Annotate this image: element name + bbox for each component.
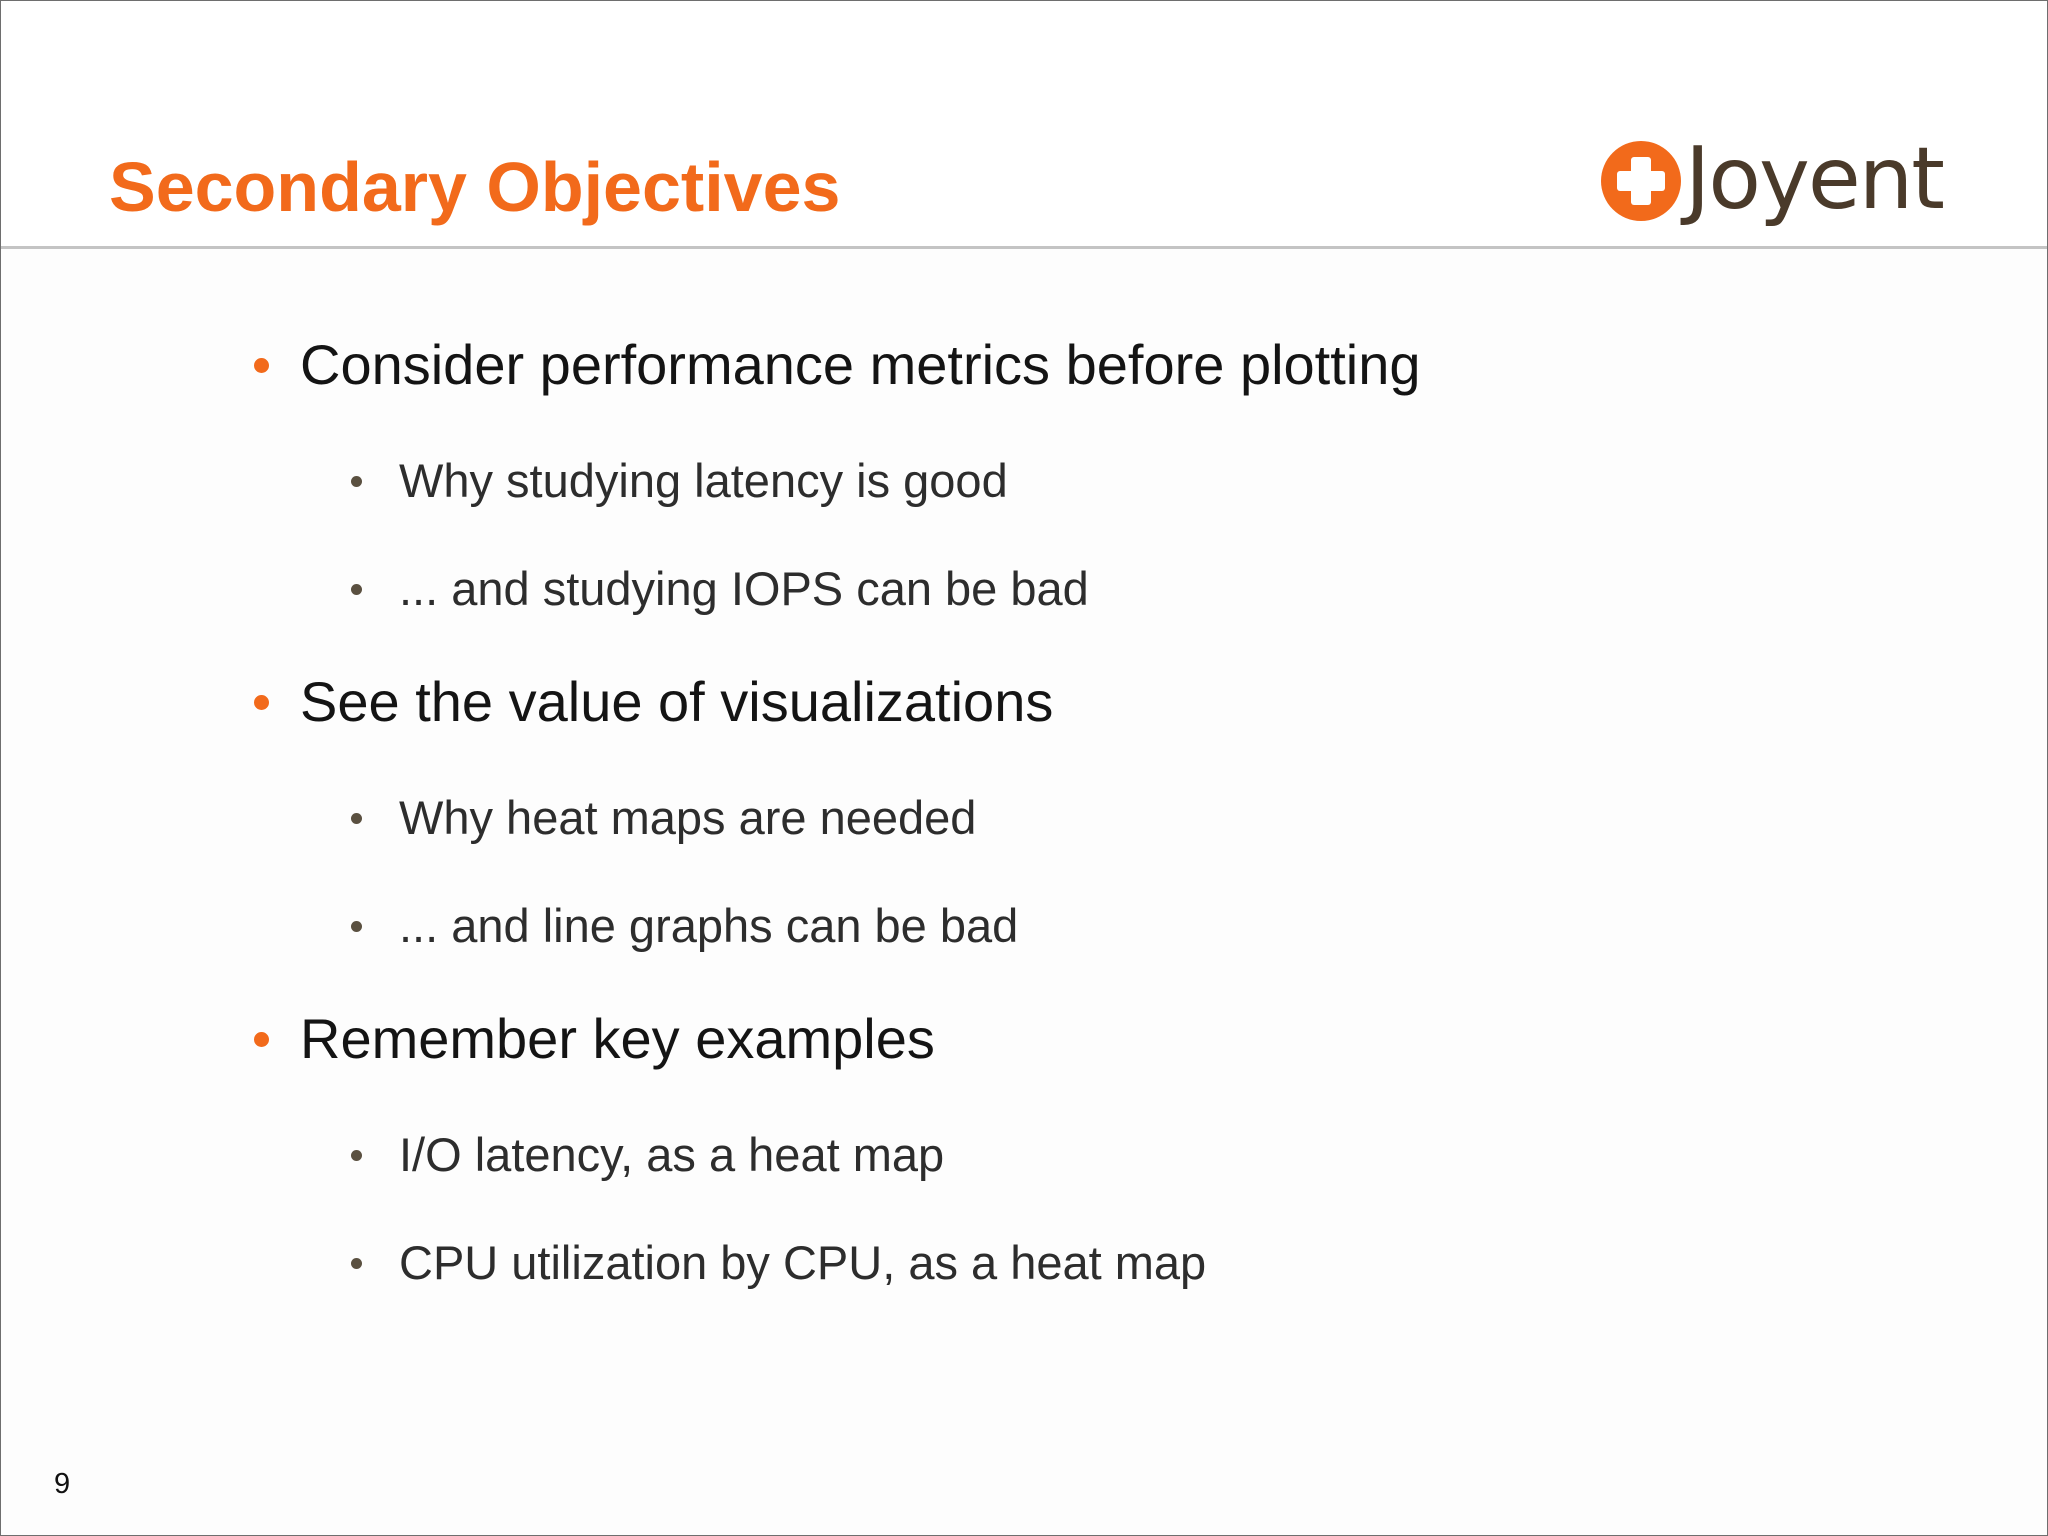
sub-bullet-dot <box>351 921 362 932</box>
sub-bullet-dot <box>351 1150 362 1161</box>
sub-bullet-dot <box>351 584 362 595</box>
bullet-text: See the value of visualizations <box>300 670 1054 733</box>
sub-bullet-dot <box>351 476 362 487</box>
logo-wordmark: Joyent <box>1685 129 1944 229</box>
sub-bullet-text: Why studying latency is good <box>399 454 1008 507</box>
bullet-text: Remember key examples <box>300 1007 935 1070</box>
sub-bullet-dot <box>351 813 362 824</box>
sub-bullet-text: ... and studying IOPS can be bad <box>399 562 1089 615</box>
sub-bullet-text: Why heat maps are needed <box>399 791 977 844</box>
slide-title: Secondary Objectives <box>109 148 841 226</box>
bullet-dot <box>254 695 269 710</box>
sub-bullet-text: ... and line graphs can be bad <box>399 899 1019 952</box>
bullet-dot <box>254 1032 269 1047</box>
page-number: 9 <box>54 1468 71 1500</box>
bullet-list <box>1 1 2047 1535</box>
sub-bullet-text: I/O latency, as a heat map <box>399 1128 945 1181</box>
bullet-dot <box>254 358 269 373</box>
sub-bullet-text: CPU utilization by CPU, as a heat map <box>399 1236 1207 1289</box>
sub-bullet-dot <box>351 1258 362 1269</box>
bullet-text: Consider performance metrics before plotting <box>300 333 1421 396</box>
